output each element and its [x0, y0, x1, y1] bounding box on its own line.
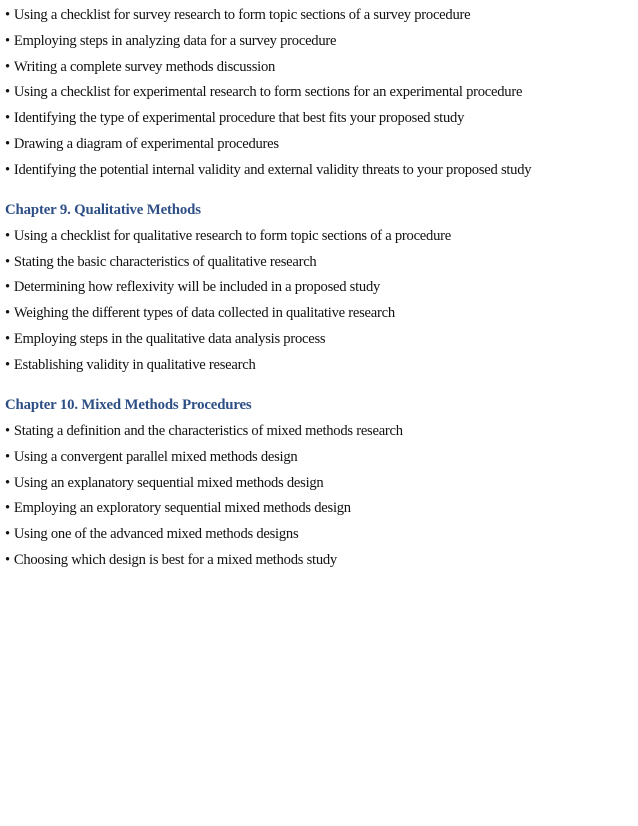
list-item — [5, 419, 633, 445]
document-page — [5, 3, 633, 574]
list-item-text: Identifying the potential internal validity and external validity threats to your proposed study — [13, 161, 532, 178]
bullet: • — [5, 110, 10, 127]
list-item-text: Stating a definition and the characteristics of mixed methods research — [13, 422, 403, 439]
bullet: • — [5, 227, 10, 244]
bullet: • — [5, 356, 10, 373]
bullet: • — [5, 32, 10, 49]
list-item-text: Using a checklist for experimental research to form sections for an experimental procedure — [13, 84, 523, 101]
list-item-text: Employing steps in analyzing data for a survey procedure — [13, 32, 337, 49]
bullet: • — [5, 448, 10, 465]
list-item — [5, 301, 633, 327]
list-item — [5, 471, 633, 497]
list-item-text: Identifying the type of experimental procedure that best fits your proposed study — [13, 110, 465, 127]
bullet: • — [5, 331, 10, 348]
list-item-text: Using an explanatory sequential mixed methods design — [13, 474, 324, 491]
list-item-text: Writing a complete survey methods discussion — [13, 58, 276, 75]
list-item-text: Stating the basic characteristics of qualitative research — [13, 253, 317, 270]
list-item — [5, 132, 633, 158]
list-item — [5, 106, 633, 132]
list-item — [5, 496, 633, 522]
list-item-text: Weighing the different types of data collected in qualitative research — [13, 305, 395, 322]
bullet: • — [5, 135, 10, 152]
list-item-text: Drawing a diagram of experimental procedures — [13, 135, 279, 152]
list-item — [5, 29, 633, 55]
bullet: • — [5, 279, 10, 296]
list-item — [5, 250, 633, 276]
list-item-text: Employing steps in the qualitative data analysis process — [13, 331, 326, 348]
list-item-text: Using a convergent parallel mixed methods design — [13, 448, 298, 465]
bullet: • — [5, 253, 10, 270]
list-item — [5, 80, 633, 106]
bullet: • — [5, 474, 10, 491]
chapter-10-section — [5, 393, 633, 574]
list-item-text: Establishing validity in qualitative research — [13, 356, 256, 373]
list-item-text: Using a checklist for survey research to form topic sections of a survey procedure — [13, 7, 471, 23]
list-item — [5, 275, 633, 301]
bullet: • — [5, 526, 10, 543]
chapter-10-heading: Chapter 10. Mixed Methods Procedures — [5, 397, 252, 414]
list-item — [5, 327, 633, 353]
bullet: • — [5, 58, 10, 75]
bullet: • — [5, 422, 10, 439]
section-gap — [5, 379, 633, 394]
bullet: • — [5, 7, 10, 23]
list-item — [5, 548, 633, 574]
list-item — [5, 353, 633, 379]
bullet: • — [5, 84, 10, 101]
list-item-text: Determining how reflexivity will be included in a proposed study — [13, 279, 381, 296]
list-item — [5, 55, 633, 81]
list-item-text: Using a checklist for qualitative research to form topic sections of a procedure — [13, 227, 451, 244]
bullet: • — [5, 305, 10, 322]
list-item — [5, 158, 633, 184]
section-gap — [5, 184, 633, 199]
list-item-text: Using one of the advanced mixed methods designs — [13, 526, 299, 543]
list-item-text: Choosing which design is best for a mixed methods study — [13, 551, 337, 568]
list-item — [5, 224, 633, 250]
chapter-9-heading: Chapter 9. Qualitative Methods — [5, 202, 201, 219]
list-item-text: Employing an exploratory sequential mixed methods design — [13, 500, 351, 517]
bullet: • — [5, 500, 10, 517]
list-item — [5, 522, 633, 548]
chapter-9-section — [5, 198, 633, 379]
intro-list — [5, 3, 633, 184]
list-item — [5, 445, 633, 471]
list-item — [5, 3, 633, 29]
bullet: • — [5, 551, 10, 568]
bullet: • — [5, 161, 10, 178]
